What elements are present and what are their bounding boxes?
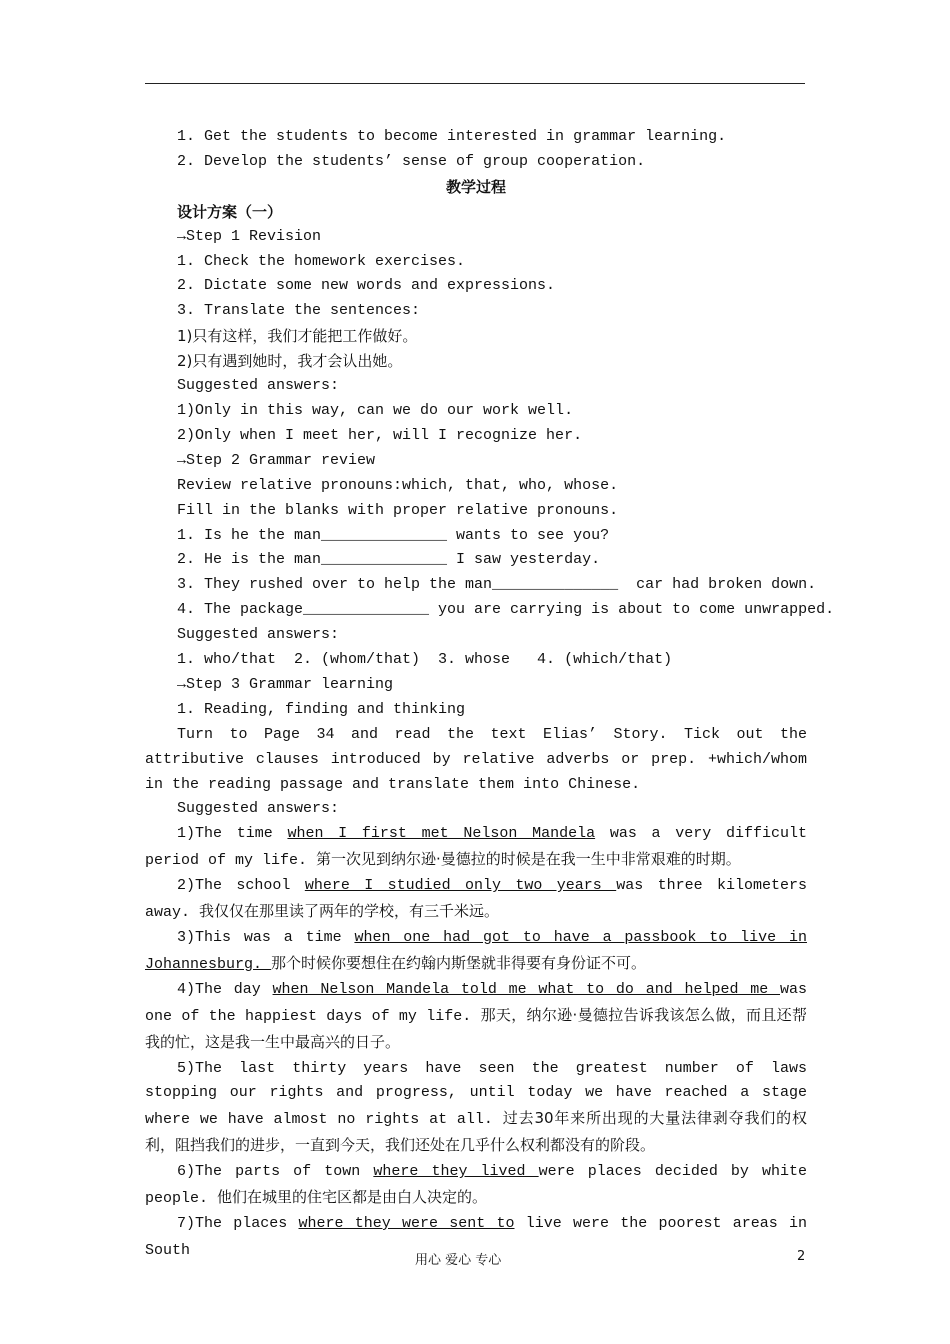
step2-intro: Review relative pronouns:which, that, who, whose. (177, 476, 619, 494)
plan-title: 设计方案（一） (177, 202, 283, 221)
step2-intro: Fill in the blanks with proper relative pronouns. (177, 501, 619, 519)
step1-chinese-sentence: 2)只有遇到她时，我才会认出她。 (177, 352, 403, 371)
header-rule (145, 83, 805, 84)
step2-heading: →Step 2 Grammar review (177, 451, 376, 469)
example-sentence: 4)The day when Nelson Mandela told me what to do and helped me was one of the happiest days of my life. 那天，纳尔逊·曼德拉告诉我该怎么做，而且还帮我的忙，这是我一生中最高兴的日子。 (145, 980, 808, 1051)
step1-item: 2. Dictate some new words and expressions. (177, 277, 556, 295)
page-number: 2 (797, 1249, 806, 1264)
step2-answers-label: Suggested answers: (177, 626, 340, 644)
step1-item: 1. Check the homework exercises. (177, 252, 466, 270)
step3-instruction: Turn to Page 34 and read the text Elias’ Story. Tick out the attributive clauses introduced by relative adverbs or prep. +which/whom in the reading passage and translate them into Chinese. (145, 725, 807, 793)
example-sentence: 7)The places where they were sent to live were the poorest areas in South (145, 1214, 807, 1259)
step1-answer: 2)Only when I meet her, will I recognize her. (177, 426, 583, 444)
example-sentence: 1)The time when I first met Nelson Mandela was a very difficult period of my life. 第一次见到纳尔逊·曼德拉的时候是在我一生中非常艰难的时期。 (145, 825, 807, 870)
blank-exercise: 2. He is the man______________ I saw yesterday. (177, 551, 601, 569)
step1-chinese-sentence: 1)只有这样，我们才能把工作做好。 (177, 327, 418, 346)
example-sentence: 5)The last thirty years have seen the greatest number of laws stopping our rights and progress, until today we have reached a stage where we have almost no rights at all. 过去30年来所出现的大量法律剥夺我们的权利，阻挡我们的进步，一直到今天，我们还处在几乎什么权利都没有的阶段。 (145, 1059, 807, 1155)
example-sentence: 2)The school where I studied only two years was three kilometers away. 我仅仅在那里读了两年的学校，有三千米远。 (145, 877, 808, 922)
step3-heading: →Step 3 Grammar learning (177, 675, 394, 693)
document-body (145, 125, 835, 1264)
objective-1: 1. Get the students to become interested in grammar learning. (177, 128, 727, 145)
section-title: 教学过程 (445, 177, 506, 196)
footer-slogan: 用心 爱心 专心 (415, 1253, 502, 1268)
blank-exercise: 3. They rushed over to help the man______________ car had broken down. (177, 576, 817, 594)
step1-answer: 1)Only in this way, can we do our work well. (177, 401, 574, 419)
step3-subheading: 1. Reading, finding and thinking (177, 700, 466, 718)
step3-answers-label: Suggested answers: (177, 800, 340, 818)
step1-heading: →Step 1 Revision (177, 227, 322, 245)
example-sentence: 3)This was a time when one had got to have a passbook to live in Johannesburg. 那个时候你要想住在约翰内斯堡就非得要有身份证不可。 (145, 929, 807, 973)
blank-exercise: 4. The package______________ you are carrying is about to come unwrapped. (177, 601, 835, 619)
step1-item: 3. Translate the sentences: (177, 302, 421, 320)
step2-answers: 1. who/that 2. (whom/that) 3. whose 4. (which/that) (177, 651, 673, 669)
objective-2: 2. Develop the students’ sense of group cooperation. (177, 152, 646, 170)
example-sentence: 6)The parts of town where they lived were places decided by white people. 他们在城里的住宅区都是由白人决定的。 (145, 1163, 808, 1208)
step1-answers-label: Suggested answers: (177, 377, 340, 395)
blank-exercise: 1. Is he the man______________ wants to see you? (177, 526, 610, 544)
